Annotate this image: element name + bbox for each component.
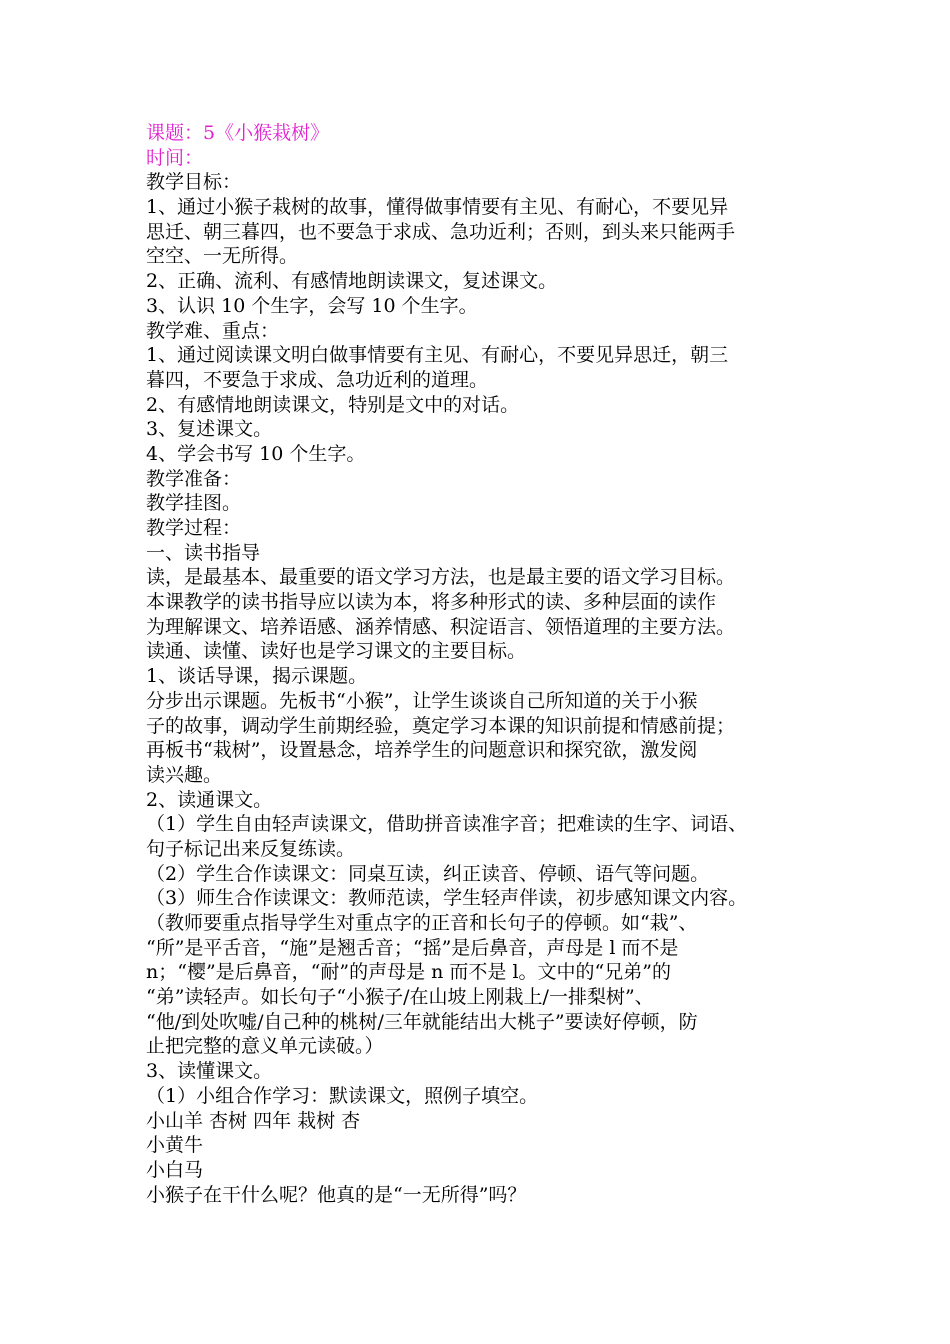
text-line: 为理解课文、培养语感、涵养情感、积淀语言、领悟道理的主要方法。 bbox=[146, 615, 736, 638]
text-line: （教师要重点指导学生对重点字的正音和长句子的停顿。如“栽”、 bbox=[146, 912, 698, 934]
text-line: （1）小组合作学习：默读课文，照例子填空。 bbox=[146, 1084, 539, 1107]
text-line: 2、读通课文。 bbox=[146, 788, 273, 811]
text-line: 小黄牛 bbox=[146, 1134, 204, 1157]
text-line: （3）师生合作读课文：教师范读，学生轻声伴读，初步感知课文内容。 bbox=[146, 887, 748, 910]
text-line: 分步出示课题。先板书“小猴”，让学生谈谈自己所知道的关于小猴 bbox=[146, 689, 698, 712]
text-line: 小白马 bbox=[146, 1158, 204, 1181]
text-line: （2）学生合作读课文：同桌互读，纠正读音、停顿、语气等问题。 bbox=[146, 862, 710, 885]
text-line: 本课教学的读书指导应以读为本，将多种形式的读、多种层面的读作 bbox=[146, 591, 717, 614]
text-line: （1）学生自由轻声读课文，借助拼音读准字音；把难读的生字、词语、 bbox=[146, 813, 748, 836]
text-line: 教学难、重点： bbox=[146, 319, 280, 342]
text-line: 一、读书指导 bbox=[146, 541, 261, 564]
text-line: 教学准备： bbox=[146, 467, 242, 490]
text-line: 教学目标： bbox=[146, 171, 242, 194]
text-line: 读，是最基本、最重要的语文学习方法，也是最主要的语文学习目标。 bbox=[146, 566, 736, 589]
text-line: 4、学会书写 10 个生字。 bbox=[146, 442, 366, 465]
text-line: 思迁、朝三暮四，也不要急于求成、急功近利；否则，到头来只能两手 bbox=[146, 220, 736, 243]
text-line: 读通、读懂、读好也是学习课文的主要目标。 bbox=[146, 640, 527, 663]
text-line: 1、通过阅读课文明白做事情要有主见、有耐心，不要见异思迁，朝三 bbox=[146, 344, 729, 367]
text-line: 1、通过小猴子栽树的故事，懂得做事情要有主见、有耐心，不要见异 bbox=[146, 196, 729, 219]
text-line: 读兴趣。 bbox=[146, 763, 223, 786]
text-line: n；“樱”是后鼻音，“耐”的声母是 n 而不是 l。文中的“兄弟”的 bbox=[146, 961, 671, 984]
text-line: “弟”读轻声。如长句子“小猴子/在山坡上刚栽上/一排梨树”、 bbox=[146, 986, 654, 1009]
text-line: 再板书“栽树”，设置悬念，培养学生的问题意识和探究欲，激发阅 bbox=[146, 739, 698, 762]
text-line: 小猴子在干什么呢？他真的是“一无所得”吗？ bbox=[146, 1183, 527, 1206]
time-label: 时间： bbox=[146, 146, 204, 169]
text-line: 1、谈话导课，揭示课题。 bbox=[146, 665, 368, 688]
text-line: 小山羊 杏树 四年 栽树 杏 bbox=[146, 1109, 361, 1132]
text-line: 空空、一无所得。 bbox=[146, 245, 299, 268]
text-line: 教学过程： bbox=[146, 517, 242, 539]
text-line: 2、有感情地朗读课文，特别是文中的对话。 bbox=[146, 393, 520, 416]
lesson-title: 课题：5《小猴栽树》 bbox=[146, 122, 330, 144]
text-line: 子的故事，调动学生前期经验，奠定学习本课的知识前提和情感前提； bbox=[146, 714, 736, 737]
text-line: 止把完整的意义单元读破。） bbox=[146, 1035, 384, 1058]
text-line: “所”是平舌音，“施”是翘舌音；“摇”是后鼻音，声母是 l 而不是 bbox=[146, 936, 679, 959]
document-page bbox=[146, 121, 826, 1207]
text-line: 3、复述课文。 bbox=[146, 418, 273, 441]
text-line: 句子标记出来反复练读。 bbox=[146, 837, 356, 860]
text-line: 3、认识 10 个生字，会写 10 个生字。 bbox=[146, 294, 478, 317]
text-line: 2、正确、流利、有感情地朗读课文，复述课文。 bbox=[146, 270, 558, 293]
text-line: 3、读懂课文。 bbox=[146, 1060, 273, 1083]
text-line: 教学挂图。 bbox=[146, 492, 242, 515]
text-line: 暮四，不要急于求成、急功近利的道理。 bbox=[146, 368, 489, 391]
text-line: “他/到处吹嘘/自己种的桃树/三年就能结出大桃子”要读好停顿，防 bbox=[146, 1010, 698, 1033]
